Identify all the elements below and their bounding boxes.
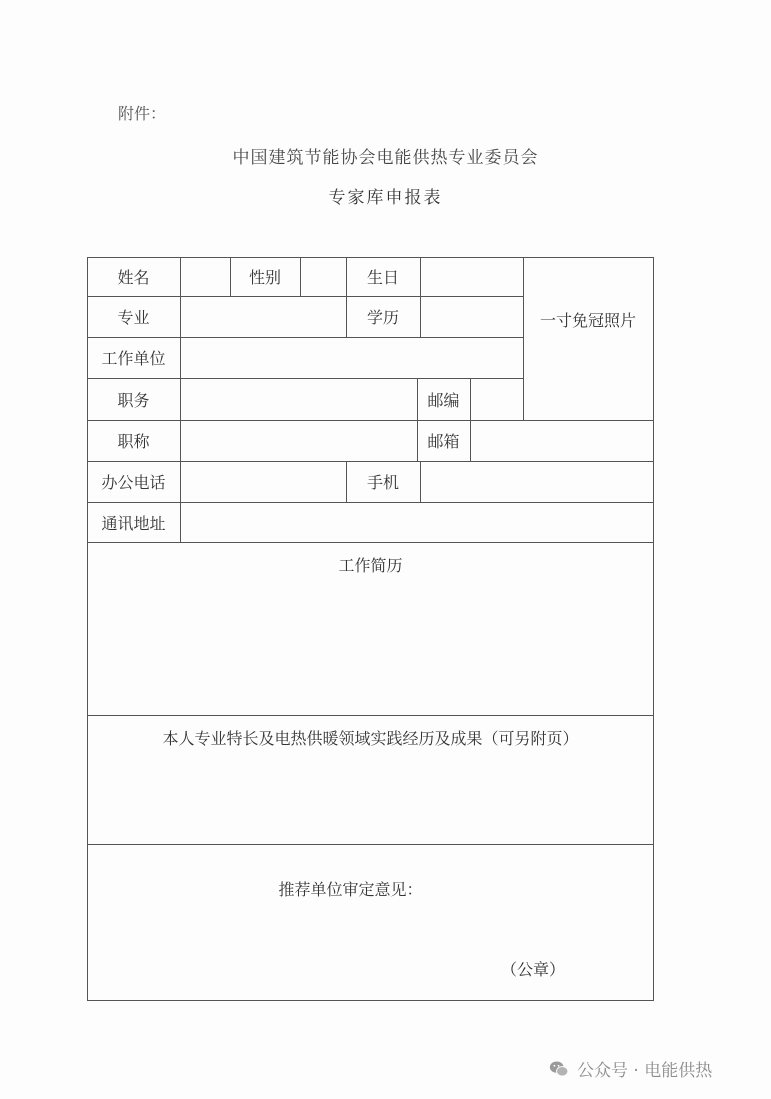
application-form-table: [87, 257, 654, 1000]
section-resume-heading: 工作简历: [338, 556, 403, 575]
field-label-employer: 工作单位: [101, 349, 166, 368]
field-label-office-phone: 办公电话: [101, 473, 166, 492]
organization-name: 中国建筑节能协会电能供热专业委员会: [232, 148, 539, 168]
wechat-icon: [548, 1058, 570, 1080]
watermark-label: 公众号 · 电能供热: [577, 1061, 713, 1081]
section-expertise-heading: 本人专业特长及电热供暖领域实践经历及成果（可另附页）: [162, 729, 579, 748]
field-label-email: 邮箱: [427, 432, 460, 451]
attachment-label: 附件：: [118, 104, 167, 123]
watermark: [548, 1056, 712, 1081]
section-recommendation-heading: 推荐单位审定意见：: [278, 880, 423, 899]
field-label-address: 通讯地址: [101, 513, 166, 533]
field-label-gender: 性别: [248, 268, 281, 287]
official-seal-label: （公章）: [501, 960, 566, 979]
field-label-major: 专业: [117, 308, 150, 327]
field-label-mobile: 手机: [366, 473, 399, 492]
field-label-postcode: 邮编: [427, 390, 460, 410]
form-title: 专家库申报表: [328, 188, 443, 208]
field-label-title: 职称: [117, 432, 150, 451]
field-label-education: 学历: [366, 308, 399, 327]
photo-placeholder: 一寸免冠照片: [539, 311, 636, 330]
field-label-name: 姓名: [117, 268, 150, 287]
field-label-position: 职务: [117, 390, 150, 410]
field-label-birthday: 生日: [366, 268, 399, 287]
